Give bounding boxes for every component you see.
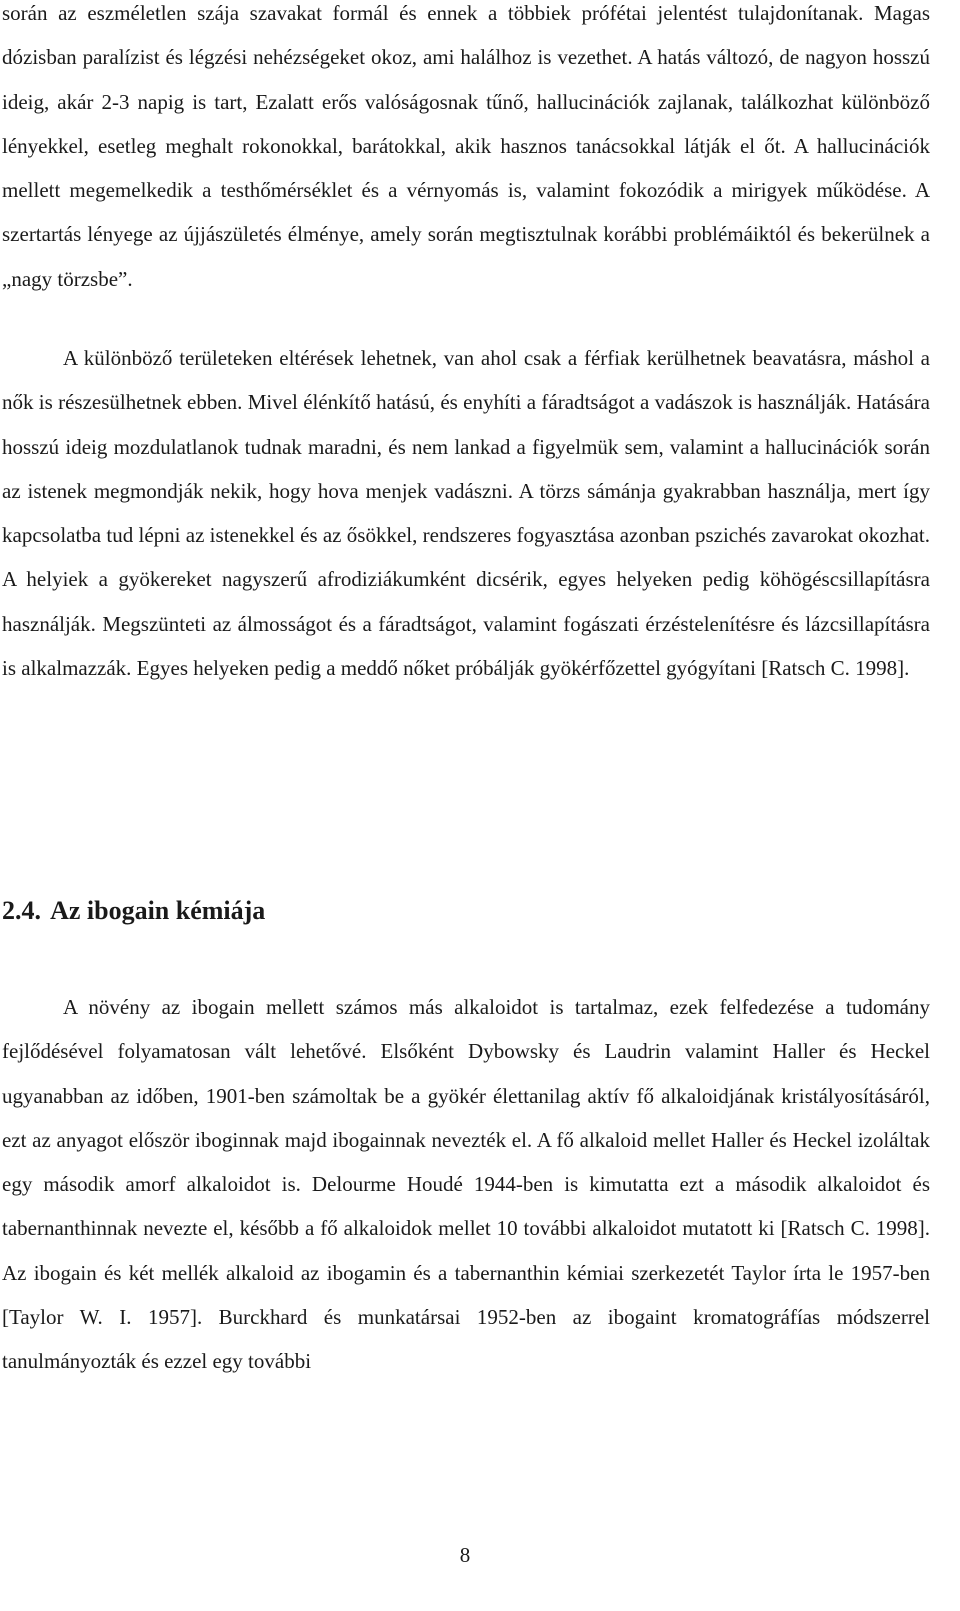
section-heading xyxy=(2,889,265,933)
section-title: Az ibogain kémiája xyxy=(50,896,266,925)
section-number: 2.4. xyxy=(2,896,41,925)
page-number: 8 xyxy=(459,1543,471,1567)
paragraph-chemistry: A növény az ibogain mellett számos más alkaloidot is tartalmaz, ezek felfedezése a tudomány fejlődésével folyamatosan vált lehetővé. Elsőként Dybowsky és Laudrin valamint Haller és Heckel ugyanabban az időben, 1901-ben számoltak be a gyökér élettanilag aktív fő alkaloidjának kristályosításáról, ezt az anyagot először iboginnak majd ibogainnak nevezték el. A fő alkaloid mellet Haller és Heckel izoláltak egy második amorf alkaloidot is. Delourme Houdé 1944-ben is kimutatta ezt a második alkaloidot és tabernanthinnak nevezte el, később a fő alkaloidok mellet 10 további alkaloidot mutatott ki [Ratsch C. 1998]. Az ibogain és két mellék alkaloid az ibogamin és a tabernanthin kémiai szerkezetét Taylor írta le 1957-ben [Taylor W. I. 1957]. Burckhard és munkatársai 1952-ben az ibogaint kromatográfías módszerrel tanulmányozták és ezzel egy további xyxy=(2,995,930,1374)
paragraph-uses: A különböző területeken eltérések lehetnek, van ahol csak a férfiak kerülhetnek beavatásra, máshol a nők is részesülhetnek ebben. Mivel élénkítő hatású, és enyhíti a fáradtságot a vadászok is használják. Hatására hosszú ideig mozdulatlanok tudnak maradni, és nem lankad a figyelmük sem, valamint a hallucinációk során az istenek megmondják nekik, hogy hova menjek vadászni. A törzs sámánja gyakrabban használja, mert így kapcsolatba tud lépni az istenekkel és az ősökkel, rendszeres fogyasztása azonban pszichés zavarokat okozhat. A helyiek a gyökereket nagyszerű afrodiziákumként dicsérik, egyes helyeken pedig köhögéscsillapításra használják. Megszünteti az álmosságot és a fáradtságot, valamint fogászati érzéstelenítésre és lázcsillapításra is alkalmazzák. Egyes helyeken pedig a meddő nőket próbálják gyökérfőzettel gyógyítani [Ratsch C. 1998]. xyxy=(2,346,930,681)
paragraph-ceremony-continuation: során az eszméletlen szája szavakat formál és ennek a többiek prófétai jelentést tulajdonítanak. Magas dózisban paralízist és légzési nehézségeket okoz, ami halálhoz is vezethet. A hatás változó, de nagyon hosszú ideig, akár 2-3 napig is tart, Ezalatt erős valóságosnak tűnő, hallucinációk zajlanak, találkozhat különböző lényekkel, esetleg meghalt rokonokkal, barátokkal, akik hasznos tanácsokkal látják el őt. A hallucinációk mellett megemelkedik a testhőmérséklet és a vérnyomás is, valamint fokozódik a mirigyek működése. A szertartás lényege az újjászületés élménye, amely során megtisztulnak korábbi problémáiktól és bekerülnek a „nagy törzsbe”. xyxy=(2,1,930,291)
